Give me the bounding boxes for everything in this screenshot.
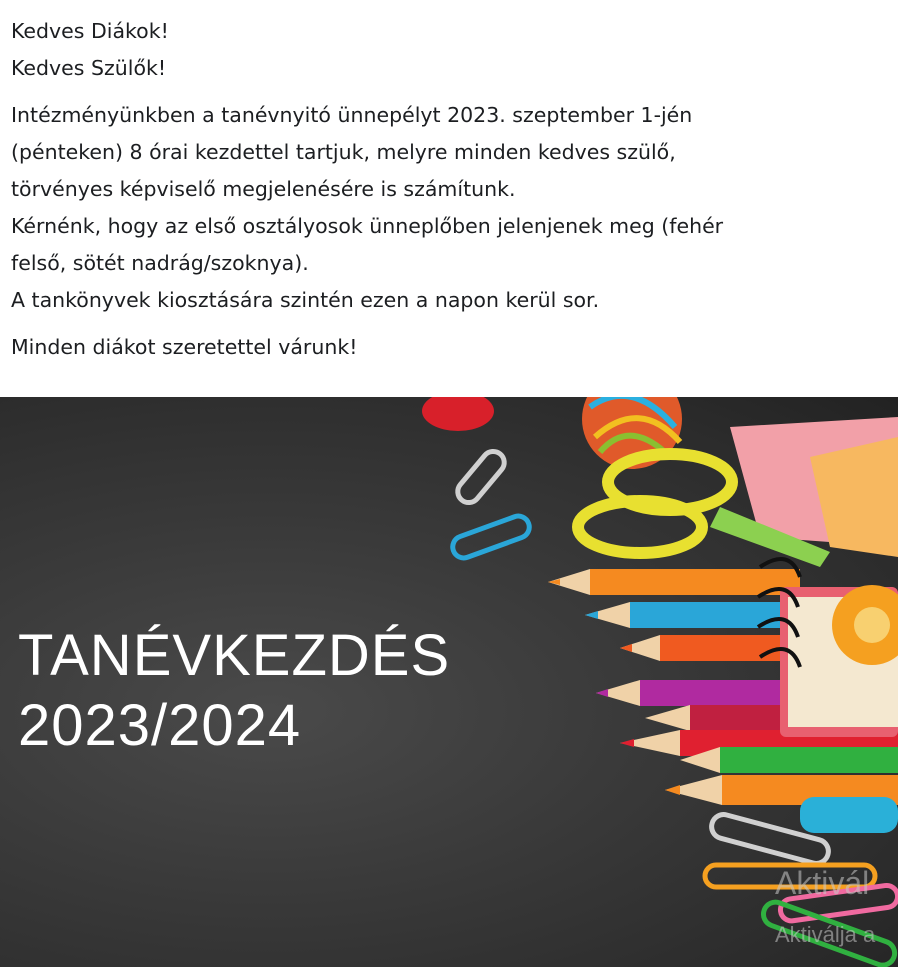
activation-watermark-title: Aktivál [775,865,870,901]
greeting-parents: Kedves Szülők! [11,56,167,80]
greeting-students: Kedves Diákok! [11,19,169,43]
body-line-4: Kérnénk, hogy az első osztályosok ünneplőben jelenjenek meg (fehér [11,214,724,238]
post-text [0,0,898,397]
activation-watermark-text: Aktiválja a [775,922,876,947]
school-start-banner-image[interactable] [0,397,898,967]
closing-line: Minden diákot szeretettel várunk! [11,335,358,359]
body-line-2: (pénteken) 8 órai kezdettel tartjuk, melyre minden kedves szülő, [11,140,676,164]
body-line-1: Intézményünkben a tanévnyitó ünnepélyt 2023. szeptember 1-jén [11,103,693,127]
body-line-6: A tankönyvek kiosztására szintén ezen a napon kerül sor. [11,288,600,312]
banner-title-line-2: 2023/2024 [18,693,302,758]
body-line-3: törvényes képviselő megjelenésére is számítunk. [11,177,516,201]
body-line-5: felső, sötét nadrág/szoknya). [11,251,309,275]
banner-title-line-1: TANÉVKEZDÉS [18,623,451,688]
banner-title [18,621,450,761]
